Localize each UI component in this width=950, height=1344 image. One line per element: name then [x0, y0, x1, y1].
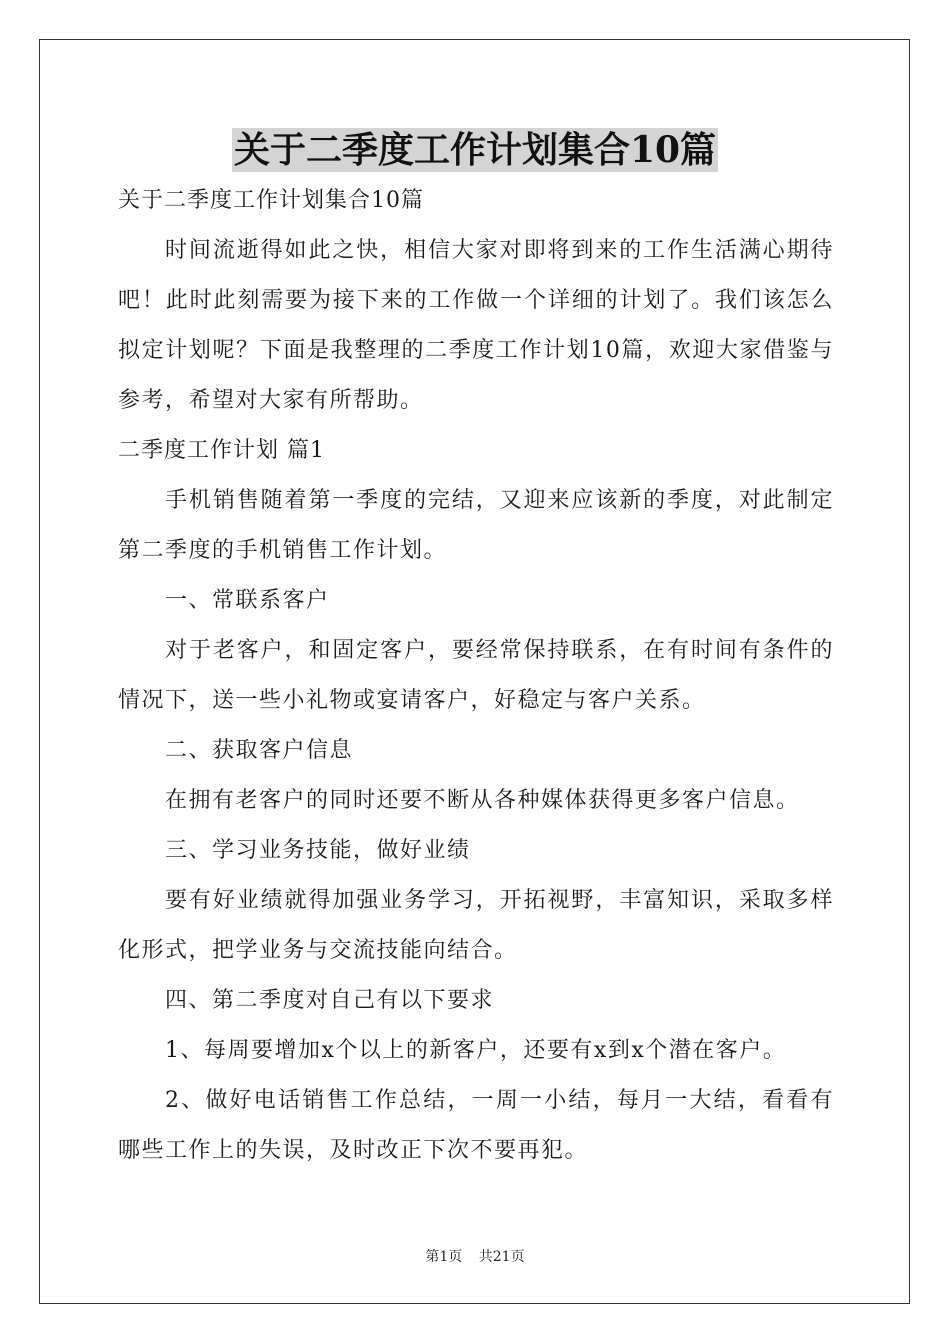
page-footer — [0, 1246, 950, 1266]
body-paragraph: 在拥有老客户的同时还要不断从各种媒体获得更多客户信息。 — [165, 788, 800, 813]
section-heading: 二季度工作计划 篇1 — [118, 438, 325, 463]
body-paragraph: 要有好业绩就得加强业务学习，开拓视野，丰富知识，采取多样化形式，把学业务与交流技能向结合。 — [118, 888, 834, 963]
list-heading: 四、第二季度对自己有以下要求 — [165, 988, 495, 1013]
title-area — [0, 128, 950, 172]
page-total: 共21页 — [478, 1249, 525, 1265]
document-title: 关于二季度工作计划集合10篇 — [233, 129, 717, 171]
list-heading: 二、获取客户信息 — [165, 738, 354, 763]
list-heading: 三、学习业务技能，做好业绩 — [165, 838, 471, 863]
document-body — [118, 176, 834, 1176]
list-item: 1、每周要增加x个以上的新客户，还要有x到x个潜在客户。 — [165, 1038, 787, 1063]
body-paragraph: 手机销售随着第一季度的完结，又迎来应该新的季度，对此制定第二季度的手机销售工作计划。 — [118, 488, 834, 563]
list-item: 2、做好电话销售工作总结，一周一小结，每月一大结，看看有哪些工作上的失误，及时改正下次不要再犯。 — [118, 1088, 834, 1163]
intro-paragraph: 时间流逝得如此之快，相信大家对即将到来的工作生活满心期待吧！此时此刻需要为接下来的工作做一个详细的计划了。我们该怎么拟定计划呢？下面是我整理的二季度工作计划10篇，欢迎大家借鉴与参考，希望对大家有所帮助。 — [118, 238, 834, 413]
document-subtitle: 关于二季度工作计划集合10篇 — [118, 188, 424, 213]
page-number: 第1页 — [425, 1249, 463, 1265]
body-paragraph: 对于老客户，和固定客户，要经常保持联系，在有时间有条件的情况下，送一些小礼物或宴请客户，好稳定与客户关系。 — [118, 638, 834, 713]
list-heading: 一、常联系客户 — [165, 588, 330, 613]
